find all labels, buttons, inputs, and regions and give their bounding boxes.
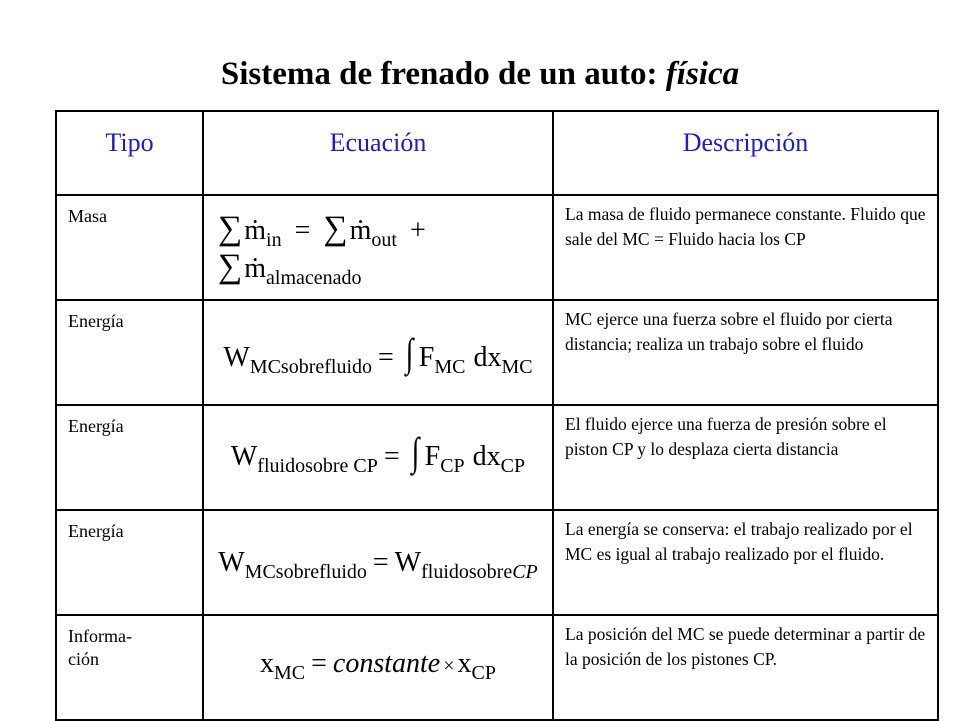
mass-balance-equation: ∑ṁ$_{in}$ = ∑ṁ$_{out}$ + ∑ṁ$_{almacenado}$ (218, 209, 426, 289)
row-equation (203, 510, 553, 615)
row-tipo: Energía (56, 300, 203, 405)
row-descripcion: MC ejerce una fuerza sobre el fluido por cierta distancia; realiza un trabajo sobre el fluido (553, 300, 938, 405)
header-tipo: Tipo (56, 111, 203, 195)
header-descripcion: Descripción (553, 111, 938, 195)
row-equation (203, 300, 553, 405)
table-row (56, 510, 938, 615)
slide-title (0, 56, 960, 94)
energy-conservation-equation: W MCsobrefluido = W fluidosobre CP (218, 546, 538, 583)
row-equation (203, 405, 553, 510)
title-emphasis: física (665, 56, 740, 92)
table-row (56, 405, 938, 510)
table-header-row (56, 111, 938, 195)
title-main: Sistema de frenado de un auto: (220, 56, 666, 92)
row-descripcion: El fluido ejerce una fuerza de presión sobre el piston CP y lo desplaza cierta distancia (553, 405, 938, 510)
mc-work-equation: W MCsobrefluido = ∫ F MC dx MC (223, 330, 533, 378)
row-descripcion: La posición del MC se puede determinar a partir de la posición de los pistones CP. (553, 615, 938, 720)
fluid-work-equation: W fluidosobre CP = ∫ F CP dx CP (230, 429, 526, 477)
row-equation (203, 615, 553, 720)
row-descripcion: La energía se conserva: el trabajo realizado por el MC es igual al trabajo realizado por el fluido. (553, 510, 938, 615)
table-row (56, 615, 938, 720)
header-ecuacion: Ecuación (203, 111, 553, 195)
row-descripcion: La masa de fluido permanece constante. Fluido que sale del MC = Fluido hacia los CP (553, 195, 938, 300)
table-row (56, 300, 938, 405)
row-tipo: Energía (56, 510, 203, 615)
physics-table (55, 110, 939, 721)
row-tipo: Masa (56, 195, 203, 300)
row-tipo: Energía (56, 405, 203, 510)
row-tipo: Informa- ción (56, 615, 203, 720)
position-equation: x MC = constante × x CP (260, 647, 496, 684)
table-row (56, 195, 938, 300)
row-equation (203, 195, 553, 300)
